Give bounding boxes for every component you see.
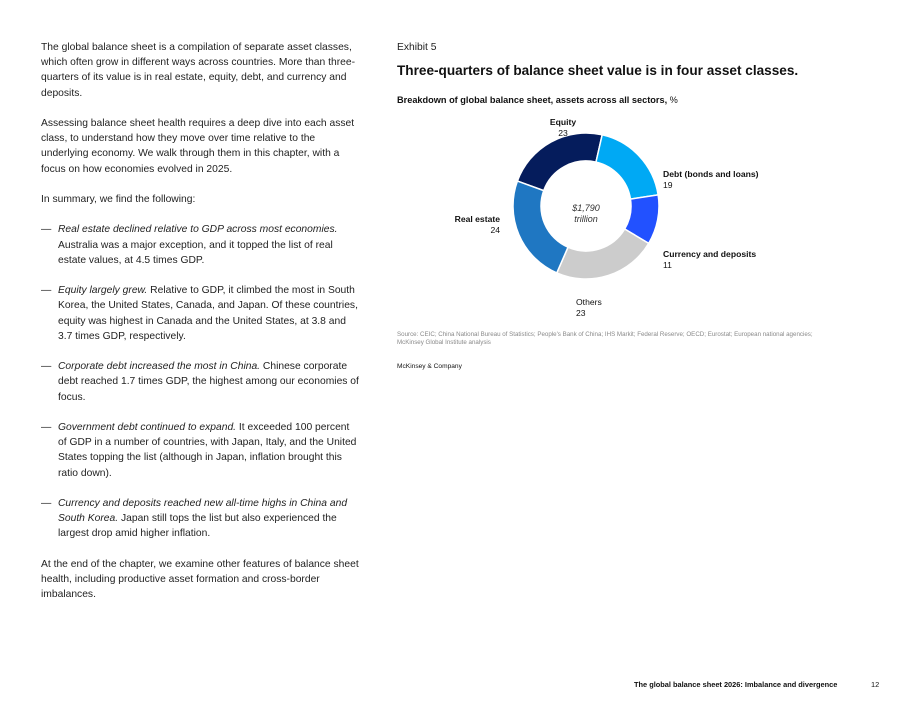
label-debt-name: Debt (bonds and loans) [663,169,759,179]
bullet-dash: — [41,421,52,433]
label-debt [663,169,758,190]
footer-title: The global balance sheet 2026: Imbalance and divergence [634,680,838,689]
bullet-dash: — [41,497,52,509]
exhibit-label: Exhibit 5 [397,42,437,53]
donut-slice-real-estate [513,181,568,273]
label-others [576,297,602,318]
exhibit-title: Three-quarters of balance sheet value is in four asset classes. [397,63,799,78]
donut-slice-debt-bonds-and-loans [596,135,658,199]
chart-subtitle-text: Breakdown of global balance sheet, assets across all sectors, [397,95,668,105]
source-note: Source: CEIC; China National Bureau of Statistics; People's Bank of China; IHS Markit; Federal Reserve; OECD; Eurostat; European national agencies; McKinsey Global Institute analysis [397,331,813,346]
summary-lead: In summary, we find the following: [41,194,196,205]
label-real-estate-value: 24 [490,224,500,235]
label-others-name: Others [576,297,602,307]
center-value: $1,790 [572,203,600,213]
bullet-rest: It exceeded 100 percent of GDP in a number of countries, with Japan, Italy, and the United States topping the list (although in Japan, inflation brought this ratio down). [58,421,357,479]
bullet-rest: Relative to GDP, it climbed the most in South Korea, the United States, Canada, and Japan. Of these countries, equity was highest in Canada and the United States, at 3.8 and 3.7 times GDP, respectively. [58,285,358,342]
bullet-lead: Real estate declined relative to GDP across most economies. [58,224,338,236]
bullet-rest: Australia was a major exception, and it topped the list of real estate values, at 4.5 times GDP. [58,239,333,266]
bullet-dash: — [41,361,52,373]
bullet-dash: — [41,224,52,236]
label-debt-value: 19 [663,179,673,190]
label-currency [663,249,756,270]
label-equity-name: Equity [549,117,577,127]
page-number: 12 [871,680,880,689]
closing-paragraph: At the end of the chapter, we examine other features of balance sheet health, including productive asset formation and cross-border imbalances. [41,558,359,601]
donut-slice-equity [517,133,602,191]
intro-paragraph: The global balance sheet is a compilation of separate asset classes, which often grow in different ways across countries. More than three-quarters of its value is in real estate, equity, debt, and currency and deposits. [41,42,356,99]
brand-name: McKinsey & Company [397,363,462,370]
label-currency-value: 11 [663,259,672,270]
assessing-paragraph: Assessing balance sheet health requires a deep dive into each asset class, to understand how they move over time relative to the underlying economy. We walk through them in this chapter, with a focus on how economies evolved in 2025. [41,118,355,175]
center-unit: trillion [574,214,598,224]
donut-slice-others [557,229,649,279]
chart-subtitle-unit: % [667,95,678,105]
bullet-lead: Corporate debt increased the most in China. [58,361,261,373]
bullet-dash: — [41,285,52,297]
bullet-lead: Equity largely grew. [58,285,148,297]
bullet-lead: Currency and deposits reached new all-time highs in China and South Korea. [58,497,348,525]
label-currency-name: Currency and deposits [663,249,757,259]
bullet-lead: Government debt continued to expand. [58,421,237,433]
bullet-rest: Chinese corporate debt reached 1.7 times GDP, the highest among our economies of focus. [58,361,359,403]
label-real-estate [454,214,500,235]
donut-center-label [556,203,616,225]
bullet-rest: Japan still tops the list but also experienced the largest drop amid higher inflation. [58,513,337,540]
label-others-value: 23 [576,307,586,318]
label-equity-value: 23 [558,127,568,138]
label-equity [549,117,577,138]
label-real-estate-name: Real estate [454,214,500,224]
